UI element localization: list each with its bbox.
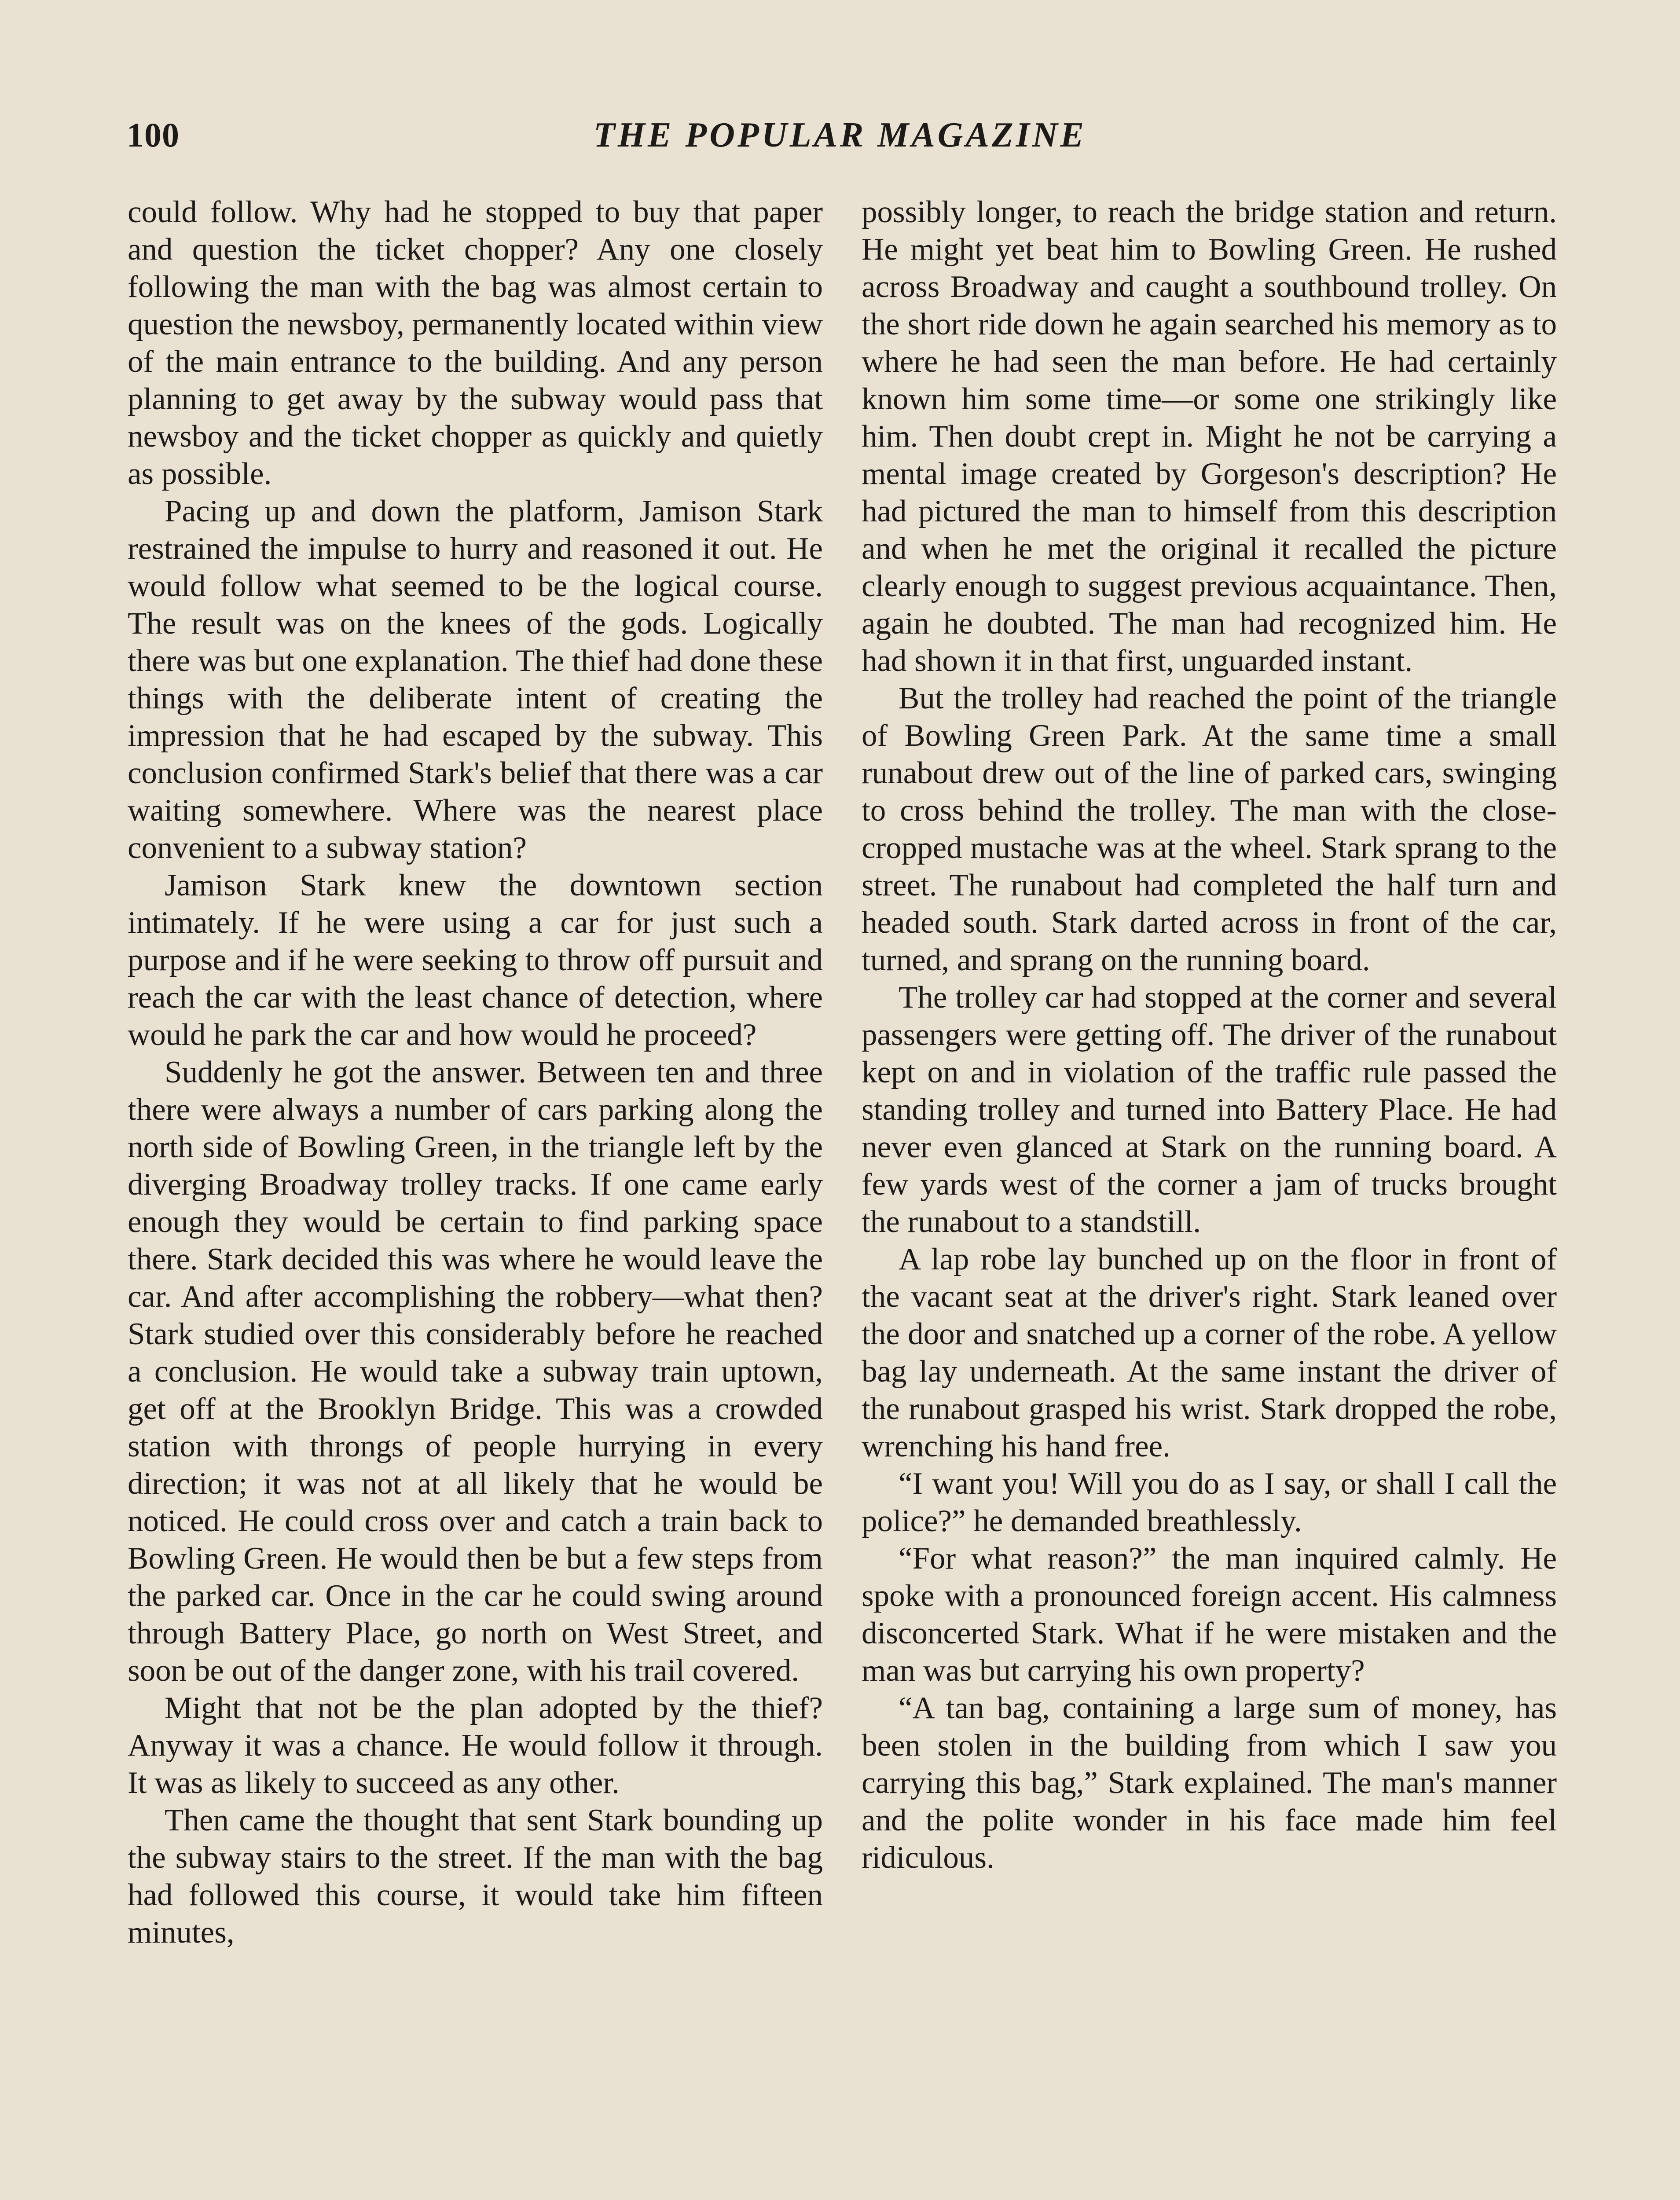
paragraph: possibly longer, to reach the bridge station and return. He might yet beat him to Bowling Green. He rushed across Broadway and caught a southbound trolley. On the short ride down he again searched his memory as to where he had seen the man before. He had certainly known him some time—or some one strikingly like him. Then doubt crept in. Might he not be carrying a mental image created by Gorgeson's description? He had pictured the man to himself from this description and when he met the original it recalled the picture clearly enough to suggest previous acquaintance. Then, again he doubted. The man had recognized him. He had shown it in that first, unguarded instant.	[862, 195, 1557, 678]
page-number: 100	[127, 116, 180, 154]
paragraph: But the trolley had reached the point of the triangle of Bowling Green Park. At the same time a small runabout drew out of the line of parked cars, swinging to cross behind the trolley. The man with the close-cropped mustache was at the wheel. Stark sprang to the street. The runabout had completed the half turn and headed south. Stark darted across in front of the car, turned, and sprang on the running board.	[862, 681, 1557, 977]
paragraph: “I want you! Will you do as I say, or shall I call the police?” he demanded breathlessly.	[862, 1467, 1557, 1538]
paragraph: could follow. Why had he stopped to buy that paper and question the ticket chopper? Any one closely following the man with the bag was almost certain to question the newsboy, permanently located within view of the main entrance to the building. And any person planning to get away by the subway would pass that newsboy and the ticket chopper as quickly and quietly as possible.	[128, 195, 823, 491]
right-column	[862, 194, 1557, 1877]
paragraph: “For what reason?” the man inquired calmly. He spoke with a pronounced foreign accent. His calmness disconcerted Stark. What if he were mistaken and the man was but carrying his own property?	[862, 1541, 1557, 1688]
paragraph: Pacing up and down the platform, Jamison Stark restrained the impulse to hurry and reasoned it out. He would follow what seemed to be the logical course. The result was on the knees of the gods. Logically there was but one explanation. The thief had done these things with the deliberate intent of creating the impression that he had escaped by the subway. This conclusion confirmed Stark's belief that there was a car waiting somewhere. Where was the nearest place convenient to a subway station?	[128, 494, 823, 865]
paragraph: Suddenly he got the answer. Between ten and three there were always a number of cars parking along the north side of Bowling Green, in the triangle left by the diverging Broadway trolley tracks. If one came early enough they would be certain to find parking space there. Stark decided this was where he would leave the car. And after accomplishing the robbery—what then? Stark studied over this considerably before he reached a conclusion. He would take a subway train uptown, get off at the Brooklyn Bridge. This was a crowded station with throngs of people hurrying in every direction; it was not at all likely that he would be noticed. He could cross over and catch a train back to Bowling Green. He would then be but a few steps from the parked car. Once in the car he could swing around through Battery Place, go north on West Street, and soon be out of the danger zone, with his trail covered.	[128, 1055, 823, 1688]
paragraph: “A tan bag, containing a large sum of money, has been stolen in the building from which I saw you carrying this bag,” Stark explained. The man's manner and the polite wonder in his face made him feel ridiculous.	[862, 1691, 1557, 1875]
paragraph: Then came the thought that sent Stark bounding up the subway stairs to the street. If the man with the bag had followed this course, it would take him fifteen minutes,	[128, 1803, 823, 1950]
paragraph: Might that not be the plan adopted by the thief? Anyway it was a chance. He would follow it through. It was as likely to succeed as any other.	[128, 1691, 823, 1800]
paragraph: A lap robe lay bunched up on the floor in front of the vacant seat at the driver's right. Stark leaned over the door and snatched up a corner of the robe. A yellow bag lay underneath. At the same instant the driver of the runabout grasped his wrist. Stark dropped the robe, wrenching his hand free.	[862, 1242, 1557, 1463]
left-column	[128, 194, 823, 1951]
paragraph: Jamison Stark knew the downtown section intimately. If he were using a car for just such a purpose and if he were seeking to throw off pursuit and reach the car with the least chance of detection, where would he park the car and how would he proceed?	[128, 868, 823, 1052]
running-head: THE POPULAR MAGAZINE	[593, 116, 1087, 154]
paragraph: The trolley car had stopped at the corner and several passengers were getting off. The driver of the runabout kept on and in violation of the traffic rule passed the standing trolley and turned into Battery Place. He had never even glanced at Stark on the running board. A few yards west of the corner a jam of trucks brought the runabout to a standstill.	[862, 980, 1557, 1239]
